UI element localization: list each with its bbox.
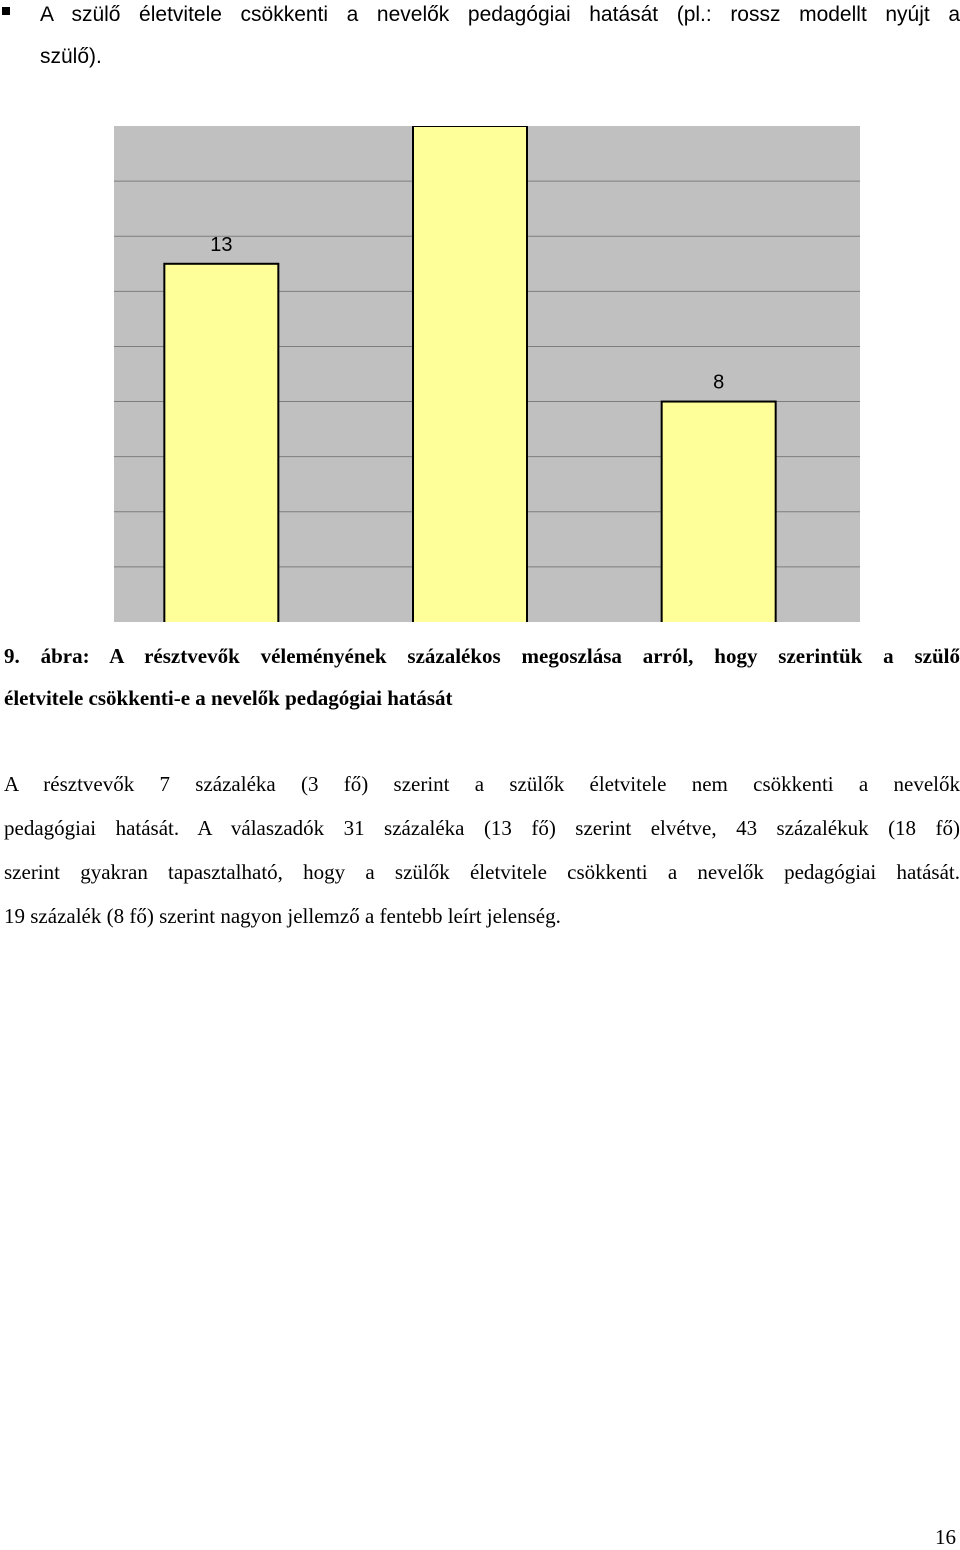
bullet-text [40,0,960,78]
bar-value-label: 13 [210,233,233,256]
bar-chart-svg [114,126,860,622]
figure-caption [4,635,960,719]
bullet-line-2: szülő). [40,45,102,68]
bar-value-label: 8 [713,371,725,394]
body-paragraph [4,762,960,938]
bar [164,264,278,622]
paragraph-line-4: 19 százalék (8 fő) szerint nagyon jellemző a fentebb leírt jelenség. [4,904,561,928]
paragraph-line-2: pedagógiai hatását. A válaszadók 31 százaléka (13 fő) szerint elvétve, 43 százalékuk (18 fő) [4,816,960,840]
bar-chart [114,126,860,622]
bar [413,126,527,622]
page-number: 16 [935,1525,956,1549]
caption-line-1: 9. ábra: A résztvevők véleményének százalékos megoszlása arról, hogy szerintük a szülő [4,644,960,668]
paragraph-line-1: A résztvevők 7 százaléka (3 fő) szerint a szülők életvitele nem csökkenti a nevelők [4,772,960,796]
caption-line-2: életvitele csökkenti-e a nevelők pedagógiai hatását [4,686,453,710]
bar [662,402,776,622]
bullet-line-1: A szülő életvitele csökkenti a nevelők pedagógiai hatását (pl.: rossz modellt nyújt a [40,3,960,26]
bullet-square-icon [2,7,10,15]
paragraph-line-3: szerint gyakran tapasztalható, hogy a szülők életvitele csökkenti a nevelők pedagógiai hatását. [4,860,960,884]
